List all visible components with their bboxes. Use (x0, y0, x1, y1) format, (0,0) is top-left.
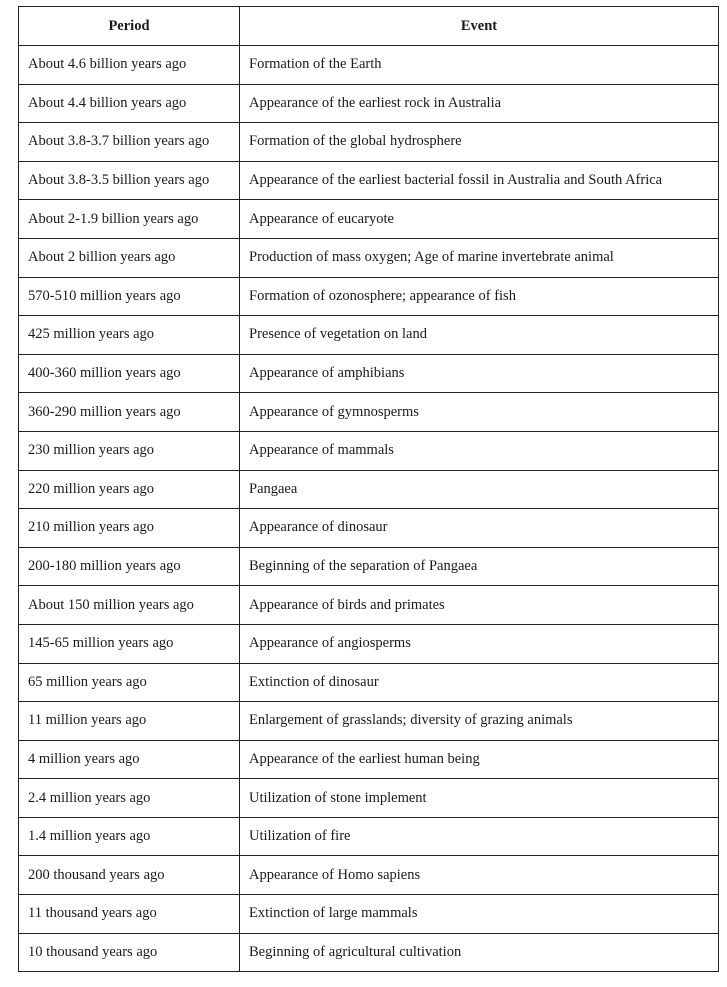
event-cell: Appearance of the earliest bacterial fossil in Australia and South Africa (240, 161, 719, 200)
table-row (19, 123, 719, 162)
period-cell: 200-180 million years ago (19, 547, 240, 586)
table-row (19, 393, 719, 432)
event-cell: Appearance of amphibians (240, 354, 719, 393)
period-cell: 360-290 million years ago (19, 393, 240, 432)
event-cell: Extinction of large mammals (240, 895, 719, 934)
table-row (19, 624, 719, 663)
event-header: Event (240, 7, 719, 46)
event-cell: Pangaea (240, 470, 719, 509)
period-cell: 200 thousand years ago (19, 856, 240, 895)
table-row (19, 933, 719, 972)
event-cell: Appearance of eucaryote (240, 200, 719, 239)
table-row (19, 663, 719, 702)
period-cell: 10 thousand years ago (19, 933, 240, 972)
table-row (19, 779, 719, 818)
period-cell: About 3.8-3.5 billion years ago (19, 161, 240, 200)
event-cell: Beginning of agricultural cultivation (240, 933, 719, 972)
event-cell: Appearance of angiosperms (240, 624, 719, 663)
period-cell: About 150 million years ago (19, 586, 240, 625)
event-cell: Appearance of Homo sapiens (240, 856, 719, 895)
table-row (19, 586, 719, 625)
period-cell: 11 thousand years ago (19, 895, 240, 934)
period-cell: 210 million years ago (19, 509, 240, 548)
event-cell: Appearance of the earliest human being (240, 740, 719, 779)
period-cell: About 3.8-3.7 billion years ago (19, 123, 240, 162)
period-cell: 400-360 million years ago (19, 354, 240, 393)
period-cell: About 4.6 billion years ago (19, 46, 240, 85)
event-cell: Enlargement of grasslands; diversity of grazing animals (240, 702, 719, 741)
period-cell: About 2-1.9 billion years ago (19, 200, 240, 239)
event-cell: Utilization of stone implement (240, 779, 719, 818)
table-row (19, 547, 719, 586)
table-row (19, 354, 719, 393)
period-cell: 4 million years ago (19, 740, 240, 779)
period-header: Period (19, 7, 240, 46)
table-row (19, 200, 719, 239)
event-cell: Appearance of gymnosperms (240, 393, 719, 432)
event-cell: Extinction of dinosaur (240, 663, 719, 702)
period-cell: 145-65 million years ago (19, 624, 240, 663)
event-cell: Production of mass oxygen; Age of marine invertebrate animal (240, 238, 719, 277)
event-cell: Utilization of fire (240, 817, 719, 856)
period-cell: 230 million years ago (19, 431, 240, 470)
event-cell: Appearance of birds and primates (240, 586, 719, 625)
events-table (18, 6, 719, 972)
table-row (19, 161, 719, 200)
period-cell: 1.4 million years ago (19, 817, 240, 856)
table-row (19, 238, 719, 277)
event-cell: Appearance of dinosaur (240, 509, 719, 548)
period-cell: 2.4 million years ago (19, 779, 240, 818)
table-row (19, 316, 719, 355)
event-cell: Presence of vegetation on land (240, 316, 719, 355)
event-cell: Formation of the global hydrosphere (240, 123, 719, 162)
table-row (19, 856, 719, 895)
period-cell: 65 million years ago (19, 663, 240, 702)
period-cell: About 2 billion years ago (19, 238, 240, 277)
period-cell: 425 million years ago (19, 316, 240, 355)
table-row (19, 84, 719, 123)
event-cell: Beginning of the separation of Pangaea (240, 547, 719, 586)
table-row (19, 702, 719, 741)
event-cell: Appearance of mammals (240, 431, 719, 470)
table-row (19, 817, 719, 856)
table-row (19, 277, 719, 316)
table-row (19, 740, 719, 779)
event-cell: Formation of ozonosphere; appearance of fish (240, 277, 719, 316)
table-row (19, 470, 719, 509)
period-cell: 11 million years ago (19, 702, 240, 741)
table-row (19, 895, 719, 934)
period-cell: About 4.4 billion years ago (19, 84, 240, 123)
table-row (19, 431, 719, 470)
table-row (19, 46, 719, 85)
event-cell: Formation of the Earth (240, 46, 719, 85)
period-cell: 220 million years ago (19, 470, 240, 509)
table-row (19, 509, 719, 548)
event-cell: Appearance of the earliest rock in Australia (240, 84, 719, 123)
header-row (19, 7, 719, 46)
period-cell: 570-510 million years ago (19, 277, 240, 316)
